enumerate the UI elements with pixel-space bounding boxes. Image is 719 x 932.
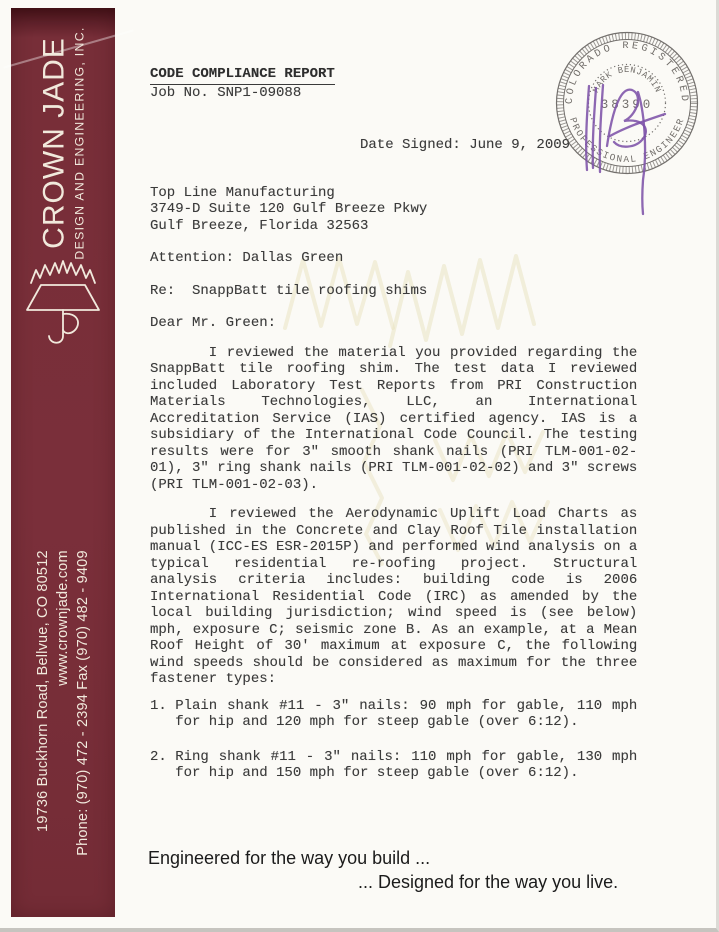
- job-number: Job No. SNP1-09088: [150, 84, 302, 101]
- list-item: [150, 749, 637, 782]
- salutation: Dear Mr. Green:: [150, 315, 277, 331]
- recipient-line: Top Line Manufacturing: [150, 184, 335, 201]
- list-text: Ring shank #11 - 3" nails: 110 mph for gable, 130 mph for hip and 150 mph for steep gable (over 6:12).: [175, 748, 638, 781]
- stamp-name-arc: MARK BENJAMIN: [591, 65, 663, 95]
- brand-block: [37, 26, 87, 260]
- crown-jade-logo-icon: [23, 258, 103, 348]
- tagline-build: Engineered for the way you build ...: [148, 848, 431, 868]
- re-line: Re: SnappBatt tile roofing shims: [150, 282, 428, 299]
- brand-subtitle: DESIGN AND ENGINEERING, INC.: [72, 26, 87, 260]
- brand-name: CROWN JADE: [37, 37, 71, 249]
- contact-block: [33, 550, 93, 855]
- stamp-arc-bottom: PROFESSIONAL ENGINEER: [567, 116, 687, 166]
- attention-line: Attention: Dallas Green: [150, 250, 344, 266]
- recipient-line: Gulf Breeze, Florida 32563: [150, 217, 369, 234]
- stamp-arc-top: COLORADO REGISTERED: [563, 40, 691, 105]
- engineer-seal-stamp: [552, 28, 702, 223]
- sidebar-phone-fax: Phone: (970) 472 - 2394 Fax (970) 482 - 9409: [75, 550, 91, 856]
- list-number: 1.: [150, 697, 167, 714]
- stamp-license-number: 38390: [600, 98, 654, 112]
- report-title: CODE COMPLIANCE REPORT: [150, 66, 335, 85]
- list-item: [150, 698, 637, 731]
- tagline-live: ... Designed for the way you live.: [358, 872, 619, 892]
- recipient-line: 3749-D Suite 120 Gulf Breeze Pkwy: [150, 201, 428, 217]
- paragraph-1: I reviewed the material you provided regarding the SnappBatt tile roofing shim. The test data I reviewed included Laboratory Test Reports from PRI Construction Materials Technologies, LLC, an International Accreditation Service (IAS) certified agency. IAS is a subsidiary of the International Code Council. The testing results were for 3" smooth shank nails (PRI TLM-001-02-01), 3" ring shank nails (PRI TLM-001-02-02) and 3" screws (PRI TLM-001-02-03).: [150, 344, 638, 493]
- list-number: 2.: [150, 748, 167, 765]
- sidebar-website: www.crownjade.com: [55, 550, 71, 686]
- sidebar-address: 19736 Buckhorn Road, Bellvue, CO 80512: [35, 550, 51, 832]
- stamp-ink: [557, 33, 698, 174]
- brand-sidebar: [11, 8, 115, 917]
- date-signed: Date Signed: June 9, 2009: [360, 137, 571, 153]
- list-text: Plain shank #11 - 3" nails: 90 mph for gable, 110 mph for hip and 120 mph for steep gable (over 6:12).: [175, 697, 638, 730]
- paragraph-2: I reviewed the Aerodynamic Uplift Load Charts as published in the Concrete and Clay Roof Tile installation manual (ICC-ES ESR-2015P) and performed wind analysis on a typical residential re-roofing project. Structural analysis criteria includes: building code is 2006 International Residential Code (IRC) as amended by the local building jurisdiction; wind speed is (see below) mph, exposure C; seismic zone B. As an example, at a Mean Roof Height of 30' maximum at exposure C, the following wind speeds should be considered as maximum for the three fastener types:: [150, 506, 638, 687]
